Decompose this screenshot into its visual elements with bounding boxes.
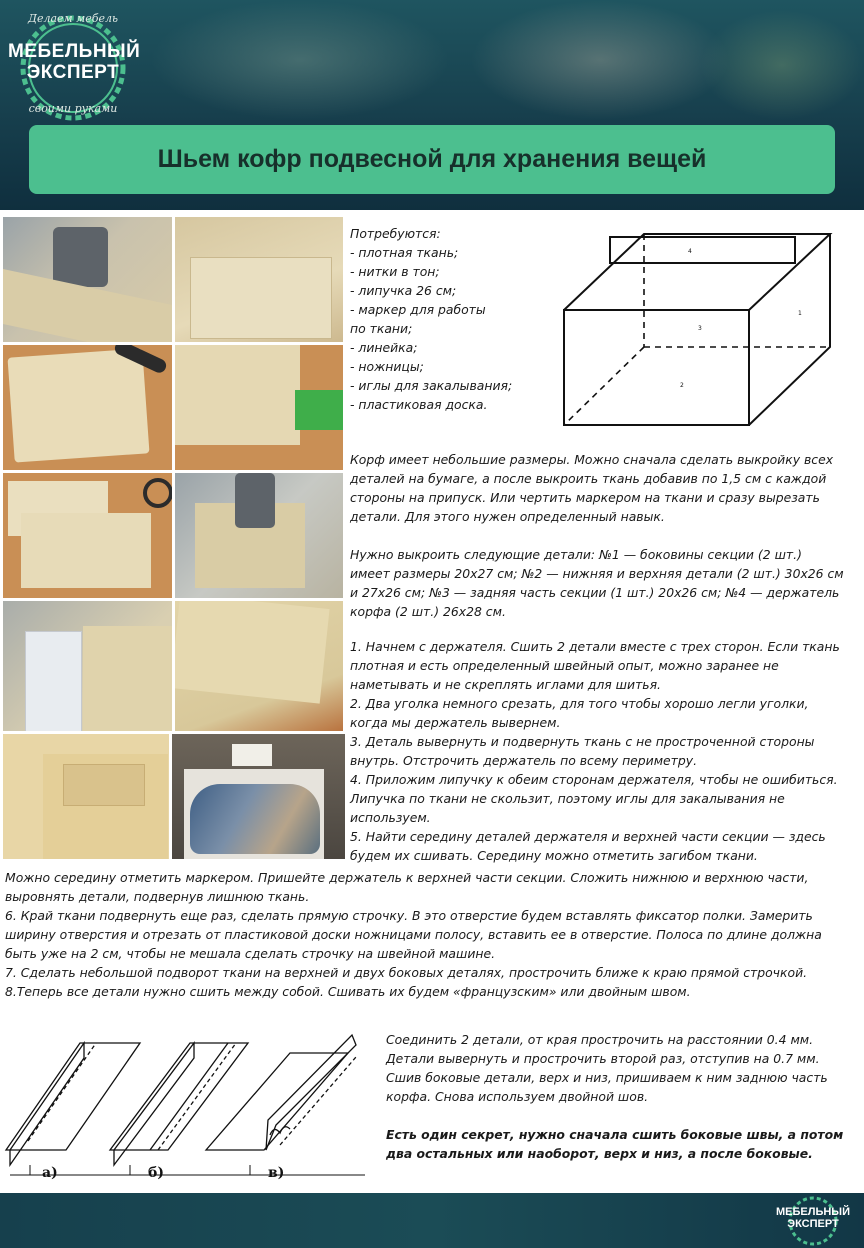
list-item: - плотная ткань; bbox=[350, 245, 459, 260]
details-paragraph: Нужно выкроить следующие детали: №1 — боковины секции (2 шт.) имеет размеры 20х27 см; №2 — нижняя и верхняя детали (2 шт.) 30х26 см и 27х26 см; №3 — задняя часть секции (1 шт.) 20х26 см; №4 — держатель корфа (2 шт.) 26х28 см. bbox=[350, 547, 844, 619]
list-item: - пластиковая доска. bbox=[350, 397, 488, 412]
list-item: - иглы для закалывания; bbox=[350, 378, 513, 393]
step-4: 4. Приложим липучку к обеим сторонам держателя, чтобы не ошибиться. Липучка по ткани не скользит, поэтому иглы для закалывания не используем. bbox=[350, 772, 838, 825]
step-1: 1. Начнем с держателя. Сшить 2 детали вместе с трех сторон. Если ткань плотная и есть определенный швейный опыт, можно заранее не наметывать и не скреплять иглами для шитья. bbox=[350, 639, 840, 692]
footer-brand-line2: ЭКСПЕРТ bbox=[787, 1218, 839, 1230]
title-banner bbox=[29, 125, 835, 194]
part-label: 4 bbox=[688, 248, 692, 255]
photo-fabric-edge bbox=[175, 601, 343, 731]
step-6: 6. Край ткани подвернуть еще раз, сделать прямую строчку. В это отверстие будем вставлять фиксатор полки. Замерить ширину отверстия и отрезать от пластиковой доски ножницами полосу, вставить ее в отверстие. Полоса по длине должна быть уже на 2 см, чтобы не мешала сделать строчку на швейной машине. bbox=[5, 908, 822, 961]
background-blur bbox=[700, 10, 864, 120]
list-item: - линейка; bbox=[350, 340, 418, 355]
photo-cutting-fabric bbox=[3, 345, 172, 470]
seam-label-b: б) bbox=[148, 1165, 164, 1181]
header-banner bbox=[0, 0, 864, 210]
steps-full bbox=[5, 868, 857, 1001]
brand-line1: МЕБЕЛЬНЫЙ bbox=[8, 41, 141, 62]
footer-logo bbox=[768, 1196, 858, 1246]
list-item: - нитки в тон; bbox=[350, 264, 440, 279]
page-title: Шьем кофр подвесной для хранения вещей bbox=[157, 145, 707, 173]
part-label: 3 bbox=[698, 325, 702, 332]
step-5: 5. Найти середину деталей держателя и верхней части секции — здесь будем их сшивать. Середину можно отметить загибом ткани. bbox=[350, 829, 826, 863]
list-item: - маркер для работы bbox=[350, 302, 486, 317]
step-2: 2. Два уголка немного срезать, для того чтобы хорошо легли уголки, когда мы держатель вывернем. bbox=[350, 696, 809, 730]
materials-list bbox=[350, 224, 512, 414]
box-diagram bbox=[540, 222, 860, 432]
part-label: 2 bbox=[680, 382, 684, 389]
footer-brand-line1: МЕБЕЛЬНЫЙ bbox=[776, 1206, 850, 1218]
photo-sewn-holder bbox=[3, 734, 169, 859]
materials-heading: Потребуются: bbox=[350, 226, 441, 241]
step-5-continued: Можно середину отметить маркером. Пришейте держатель к верхней части секции. Сложить нижнюю и верхнюю части, выровнять детали, подвернув лишнюю ткань. bbox=[5, 870, 809, 904]
intro-paragraph: Корф имеет небольшие размеры. Можно сначала сделать выкройку всех деталей на бумаге, а после выкроить ткань добавив по 1,5 см с каждой стороны на припуск. Или чертить маркером на ткани и сразу вырезать детали. Для этого нужен определенный навык. bbox=[350, 452, 834, 524]
seam-diagram bbox=[0, 1025, 372, 1183]
photo-velcro-strip bbox=[3, 601, 172, 731]
steps-right bbox=[350, 637, 850, 865]
photo-finished-organizer bbox=[172, 734, 345, 859]
seam-label-a: а) bbox=[42, 1165, 58, 1181]
photo-folded-pieces bbox=[3, 473, 172, 598]
part-label: 1 bbox=[798, 310, 802, 317]
brand-line2: ЭКСПЕРТ bbox=[26, 62, 120, 83]
seam-paragraph: Соединить 2 детали, от края прострочить на расстоянии 0.4 мм. Детали вывернуть и прострочить второй раз, отступив на 0.7 мм. Сшив боковые детали, верх и низ, пришиваем к ним заднюю часть корфа. Снова используем двойной шов. bbox=[386, 1032, 828, 1104]
step-3: 3. Деталь вывернуть и подвернуть ткань с не простроченной стороны внутрь. Отстрочить держатель по всему периметру. bbox=[350, 734, 815, 768]
photo-stitching-corner bbox=[175, 473, 343, 598]
list-item: по ткани; bbox=[350, 321, 413, 336]
secret-paragraph: Есть один секрет, нужно сначала сшить боковые швы, а потом два остальных или наоборот, верх и низ, а после боковые. bbox=[386, 1127, 844, 1161]
list-item: - ножницы; bbox=[350, 359, 424, 374]
seam-label-v: в) bbox=[268, 1165, 285, 1181]
background-blur bbox=[470, 0, 730, 120]
background-blur bbox=[150, 0, 450, 120]
brand-logo bbox=[8, 6, 141, 124]
photo-sewing-machine bbox=[3, 217, 172, 342]
list-item: - липучка 26 см; bbox=[350, 283, 457, 298]
brand-tagline-bottom: своими руками bbox=[28, 102, 118, 115]
brand-tagline-top: Делаем мебель bbox=[28, 12, 118, 25]
step-7: 7. Сделать небольшой подворот ткани на верхней и двух боковых деталях, прострочить ближе к краю прямой строчкой. bbox=[5, 965, 808, 980]
footer-banner bbox=[0, 1193, 864, 1248]
photo-fabric-green-board bbox=[175, 345, 343, 470]
step-8: 8.Теперь все детали нужно сшить между собой. Сшивать их будем «французским» или двойным швом. bbox=[5, 984, 691, 999]
photo-fabric-pinned bbox=[175, 217, 343, 342]
